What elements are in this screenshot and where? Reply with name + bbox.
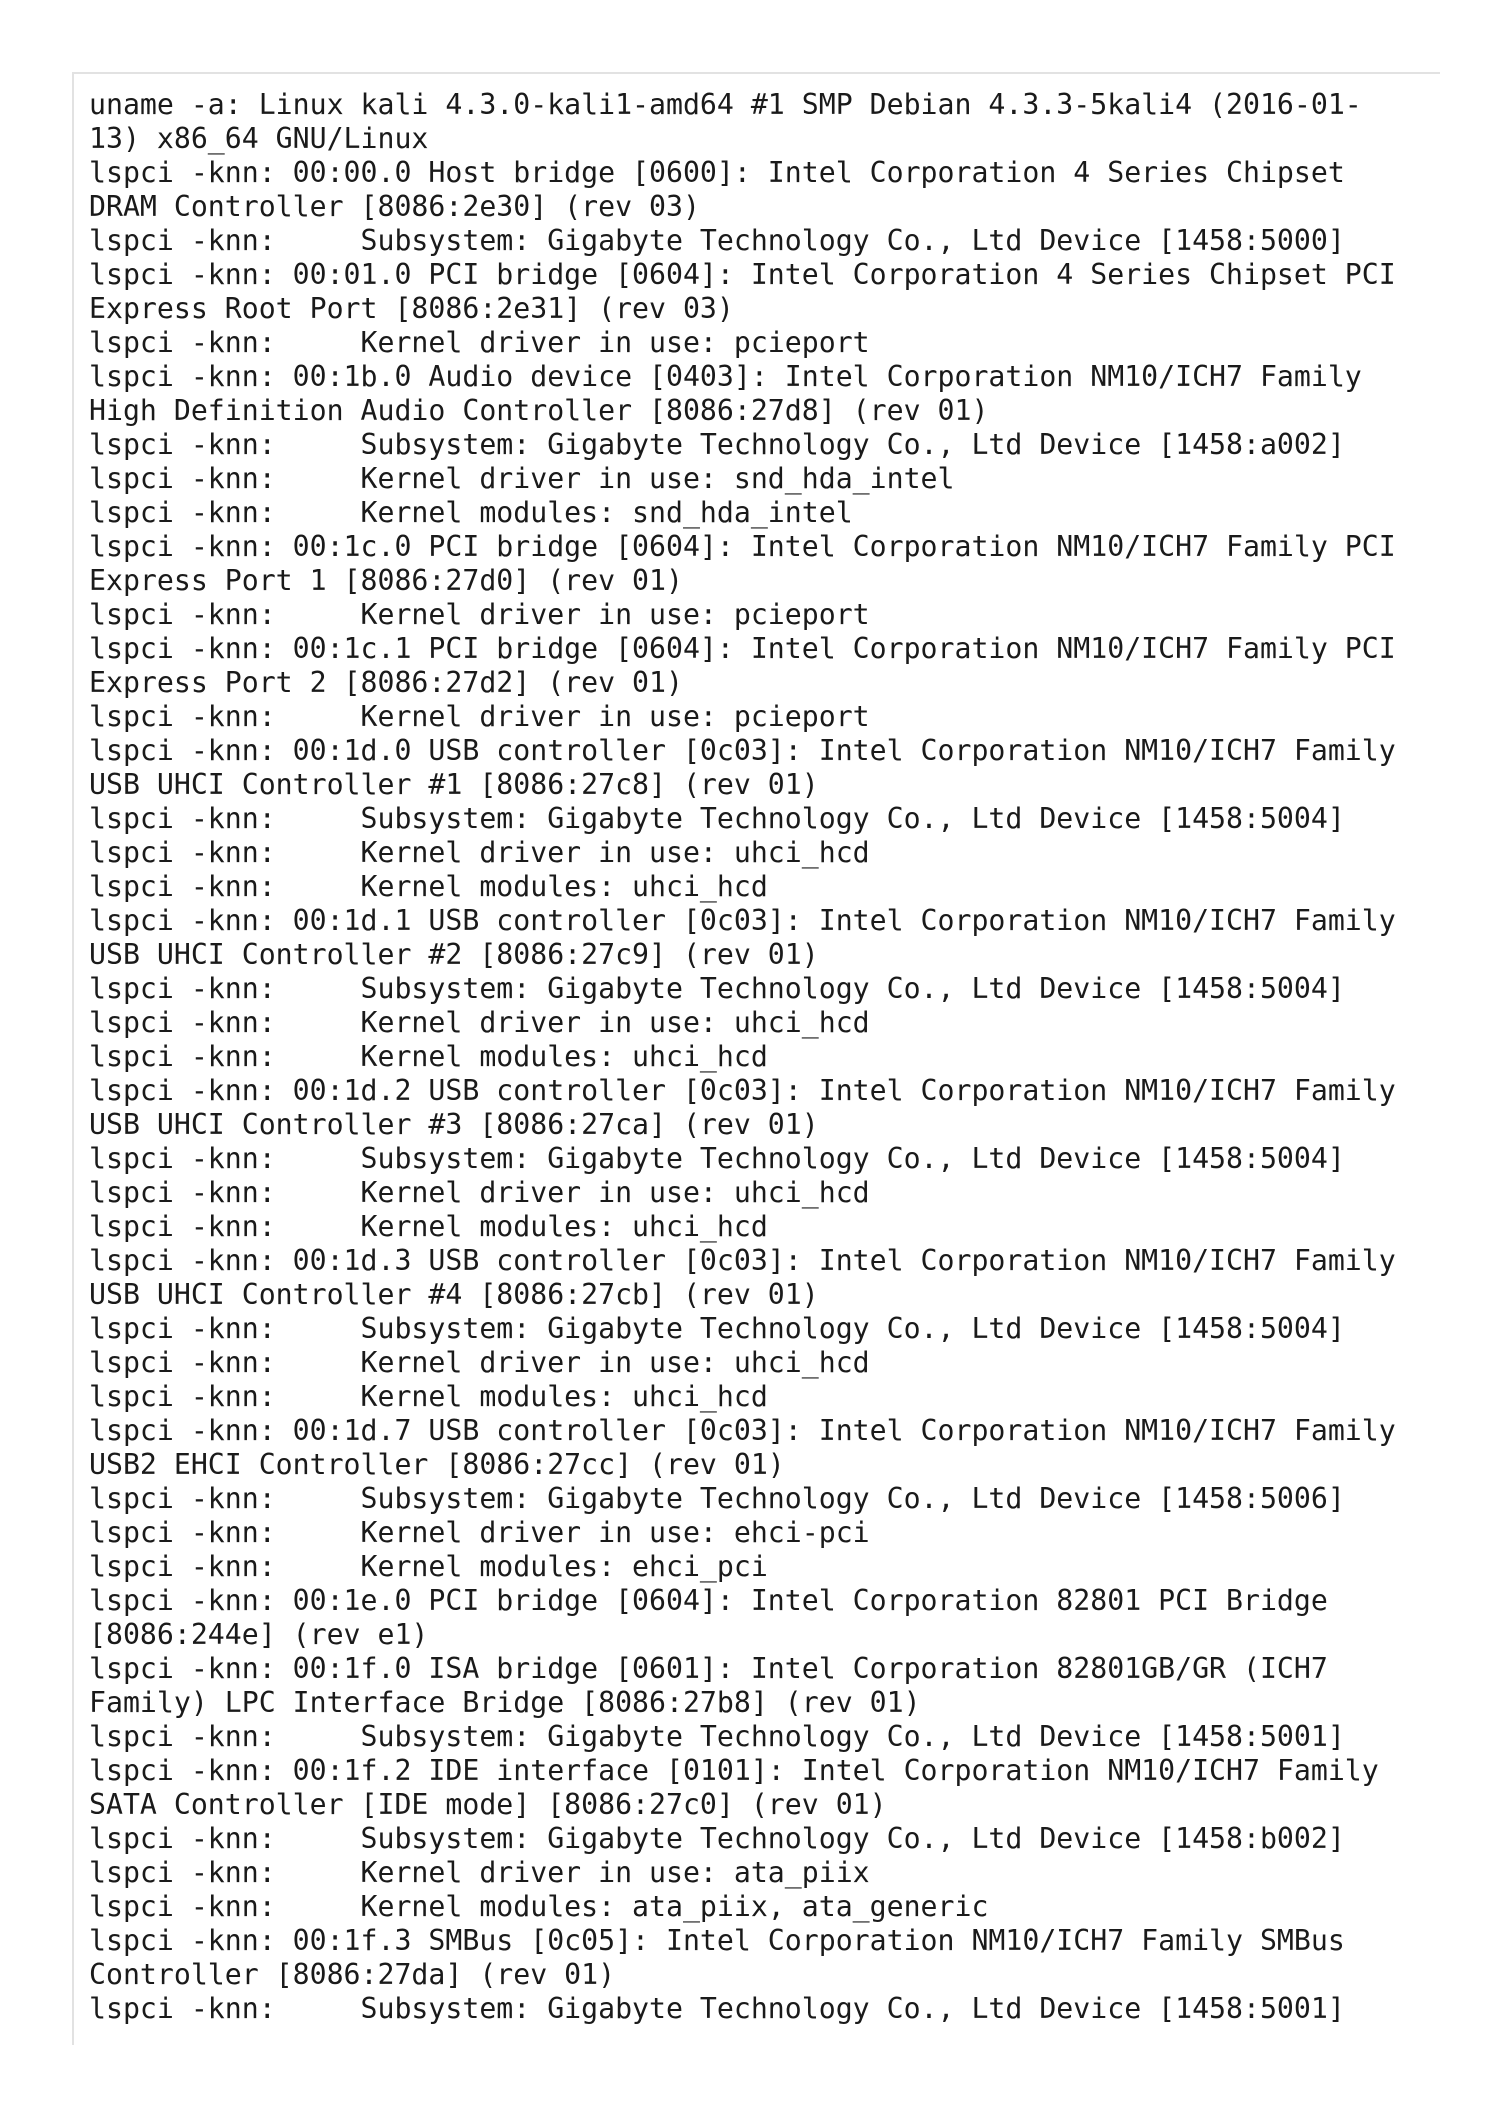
output-line: lspci -knn: Subsystem: Gigabyte Technology Co., Ltd Device [1458:5000]	[89, 224, 1345, 257]
output-line: lspci -knn: Subsystem: Gigabyte Technology Co., Ltd Device [1458:5004]	[89, 1142, 1345, 1175]
terminal-output	[89, 88, 1396, 2026]
output-line: lspci -knn: Subsystem: Gigabyte Technology Co., Ltd Device [1458:a002]	[89, 428, 1345, 461]
output-line: lspci -knn: Kernel modules: uhci_hcd	[89, 1380, 768, 1413]
output-line: lspci -knn: Kernel driver in use: uhci_hcd	[89, 1346, 870, 1379]
output-line: High Definition Audio Controller [8086:27d8] (rev 01)	[89, 394, 989, 427]
output-line: lspci -knn: 00:1c.1 PCI bridge [0604]: Intel Corporation NM10/ICH7 Family PCI	[89, 632, 1396, 665]
output-line: lspci -knn: Kernel modules: uhci_hcd	[89, 870, 768, 903]
output-line: lspci -knn: 00:1d.2 USB controller [0c03]: Intel Corporation NM10/ICH7 Family	[89, 1074, 1396, 1107]
output-line: lspci -knn: Kernel driver in use: pcieport	[89, 326, 870, 359]
output-line: lspci -knn: Subsystem: Gigabyte Technology Co., Ltd Device [1458:5004]	[89, 1312, 1345, 1345]
output-line: lspci -knn: 00:1d.0 USB controller [0c03]: Intel Corporation NM10/ICH7 Family	[89, 734, 1396, 767]
output-line: DRAM Controller [8086:2e30] (rev 03)	[89, 190, 700, 223]
output-line: lspci -knn: 00:01.0 PCI bridge [0604]: Intel Corporation 4 Series Chipset PCI	[89, 258, 1396, 291]
output-line: lspci -knn: Kernel driver in use: ehci-pci	[89, 1516, 870, 1549]
output-line: lspci -knn: 00:1e.0 PCI bridge [0604]: Intel Corporation 82801 PCI Bridge	[89, 1584, 1328, 1617]
output-line: USB2 EHCI Controller [8086:27cc] (rev 01)	[89, 1448, 785, 1481]
output-line: lspci -knn: 00:1f.3 SMBus [0c05]: Intel Corporation NM10/ICH7 Family SMBus	[89, 1924, 1345, 1957]
output-line: Family) LPC Interface Bridge [8086:27b8] (rev 01)	[89, 1686, 921, 1719]
output-line: lspci -knn: Kernel driver in use: pcieport	[89, 700, 870, 733]
output-line: lspci -knn: Subsystem: Gigabyte Technology Co., Ltd Device [1458:5004]	[89, 972, 1345, 1005]
output-line: lspci -knn: 00:1d.1 USB controller [0c03]: Intel Corporation NM10/ICH7 Family	[89, 904, 1396, 937]
output-line: lspci -knn: 00:1c.0 PCI bridge [0604]: Intel Corporation NM10/ICH7 Family PCI	[89, 530, 1396, 563]
output-line: lspci -knn: 00:00.0 Host bridge [0600]: Intel Corporation 4 Series Chipset	[89, 156, 1345, 189]
output-line: USB UHCI Controller #3 [8086:27ca] (rev 01)	[89, 1108, 819, 1141]
output-line: lspci -knn: 00:1b.0 Audio device [0403]: Intel Corporation NM10/ICH7 Family	[89, 360, 1362, 393]
output-line: lspci -knn: Subsystem: Gigabyte Technology Co., Ltd Device [1458:5006]	[89, 1482, 1345, 1515]
output-line: lspci -knn: Subsystem: Gigabyte Technology Co., Ltd Device [1458:5001]	[89, 1720, 1345, 1753]
output-line: lspci -knn: Kernel driver in use: uhci_hcd	[89, 1006, 870, 1039]
output-line: [8086:244e] (rev e1)	[89, 1618, 429, 1651]
output-line: lspci -knn: 00:1f.0 ISA bridge [0601]: Intel Corporation 82801GB/GR (ICH7	[89, 1652, 1328, 1685]
output-line: lspci -knn: Kernel modules: uhci_hcd	[89, 1210, 768, 1243]
output-line: lspci -knn: Kernel modules: snd_hda_intel	[89, 496, 853, 529]
output-line: lspci -knn: Subsystem: Gigabyte Technology Co., Ltd Device [1458:5004]	[89, 802, 1345, 835]
output-line: lspci -knn: Kernel driver in use: uhci_hcd	[89, 836, 870, 869]
output-line: USB UHCI Controller #4 [8086:27cb] (rev 01)	[89, 1278, 819, 1311]
output-line: lspci -knn: Kernel modules: ehci_pci	[89, 1550, 768, 1583]
output-line: Express Port 1 [8086:27d0] (rev 01)	[89, 564, 683, 597]
output-line: lspci -knn: Kernel driver in use: snd_hda_intel	[89, 462, 955, 495]
output-line: USB UHCI Controller #2 [8086:27c9] (rev 01)	[89, 938, 819, 971]
output-line: lspci -knn: Kernel driver in use: ata_piix	[89, 1856, 870, 1889]
output-line: lspci -knn: Kernel modules: uhci_hcd	[89, 1040, 768, 1073]
output-line: lspci -knn: 00:1f.2 IDE interface [0101]: Intel Corporation NM10/ICH7 Family	[89, 1754, 1379, 1787]
output-line: uname -a: Linux kali 4.3.0-kali1-amd64 #1 SMP Debian 4.3.3-5kali4 (2016-01-	[89, 88, 1362, 121]
output-line: lspci -knn: Kernel driver in use: pcieport	[89, 598, 870, 631]
output-line: lspci -knn: Subsystem: Gigabyte Technology Co., Ltd Device [1458:b002]	[89, 1822, 1345, 1855]
output-line: 13) x86_64 GNU/Linux	[89, 122, 429, 155]
output-line: Controller [8086:27da] (rev 01)	[89, 1958, 616, 1991]
output-line: lspci -knn: 00:1d.3 USB controller [0c03]: Intel Corporation NM10/ICH7 Family	[89, 1244, 1396, 1277]
output-line: lspci -knn: 00:1d.7 USB controller [0c03]: Intel Corporation NM10/ICH7 Family	[89, 1414, 1396, 1447]
output-line: lspci -knn: Kernel modules: ata_piix, ata_generic	[89, 1890, 989, 1923]
output-line: lspci -knn: Kernel driver in use: uhci_hcd	[89, 1176, 870, 1209]
output-line: USB UHCI Controller #1 [8086:27c8] (rev 01)	[89, 768, 819, 801]
output-line: Express Root Port [8086:2e31] (rev 03)	[89, 292, 734, 325]
output-line: SATA Controller [IDE mode] [8086:27c0] (rev 01)	[89, 1788, 887, 1821]
output-line: lspci -knn: Subsystem: Gigabyte Technology Co., Ltd Device [1458:5001]	[89, 1992, 1345, 2025]
output-line: Express Port 2 [8086:27d2] (rev 01)	[89, 666, 683, 699]
